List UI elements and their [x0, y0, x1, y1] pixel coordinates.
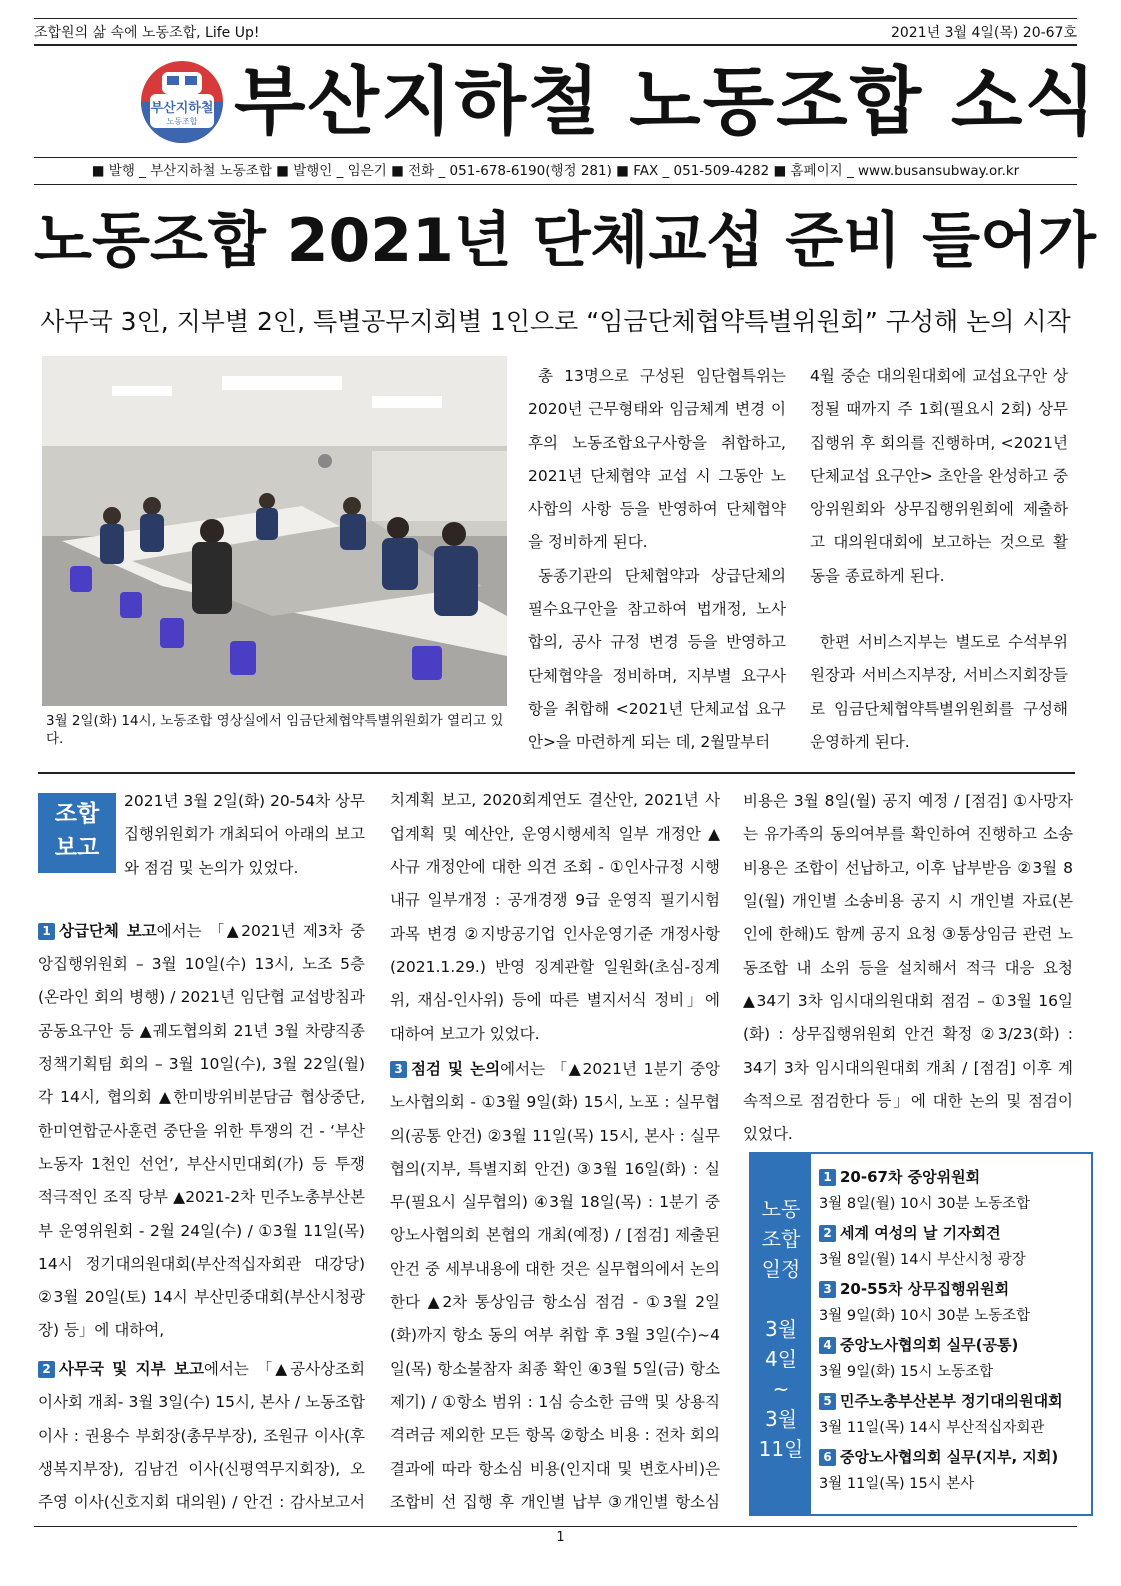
svg-text:노동조합: 노동조합 [166, 117, 198, 126]
schedule-number-badge: 3 [819, 1281, 836, 1298]
schedule-label-line3: 일정 [761, 1257, 801, 1281]
report-tag-line2: 보고 [54, 835, 100, 861]
section-title: 점검 및 논의 [411, 1060, 501, 1078]
schedule-title: 20-55차 상무집행위원회 [840, 1280, 1010, 1298]
schedule-item [819, 1276, 1087, 1330]
schedule-title: 20-67차 중앙위원회 [840, 1168, 981, 1186]
union-schedule-box [749, 1152, 1093, 1516]
schedule-label [751, 1154, 811, 1514]
schedule-range: 11일 [758, 1437, 804, 1461]
schedule-range: ~ [772, 1377, 790, 1401]
schedule-detail: 3월 8일(월) 14시 부산시청 광장 [819, 1252, 1026, 1268]
schedule-detail: 3월 11일(목) 14시 부산적십자회관 [819, 1420, 1045, 1436]
slogan: 조합원의 삶 속에 노동조합, Life Up! [34, 25, 260, 41]
subheadline: 사무국 3인, 지부별 2인, 특별공무지회별 1인으로 “임금단체협약특별위원회” 구성해 논의 시작 [40, 307, 1071, 336]
report-section-3-start [390, 1053, 720, 1519]
section-number-badge: 1 [38, 923, 55, 940]
report-intro: 2021년 3월 2일(화) 20-54차 상무집행위원회가 개최되어 아래의 보고와 점검 및 논의가 있었다. [124, 792, 365, 877]
section-body: 치계획 보고, 2020회계연도 결산안, 2021년 사업계획 및 예산안, 운영시행세칙 일부 개정안 ▲사규 개정안에 대한 의견 조회 - ①인사규정 시행내규 일부개정 : 공개경쟁 9급 운영직 필기시험 과목 변경 ②지방공기업 인사운영기준 개정사항(2021.1.29.) 반영 징계관할 일원화(초심-징계위, 재심-인사위) 등에 따른 별지서식 정비」에 대하여 보고가 있었다. [390, 791, 720, 1043]
schedule-item [819, 1388, 1087, 1442]
report-section-3-continued [743, 785, 1073, 1151]
svg-text:부산지하철: 부산지하철 [150, 101, 214, 116]
schedule-title: 중앙노사협의회 실무(지부, 지회) [840, 1448, 1059, 1466]
publication-info: ■ 발행 _ 부산지하철 노동조합 ■ 발행인 _ 임은기 ■ 전화 _ 051-678-6190(행정 281) ■ FAX _ 051-509-4282 ■ 홈페이지 _ www.busansubway.or.kr [91, 163, 1020, 179]
report-section-2-start [38, 1353, 365, 1519]
section-body: 에서는 「▲2021년 1분기 중앙노사협의회 - ①3월 9일(화) 15시, 노포 : 실무협의(공통 안건) ②3월 11일(목) 15시, 본사 : 실무협의(지부, 특별지회 안건) ③3월 16일(화) : 실무(필요시 실무협의) ④3월 18일(목) : 1분기 중앙노사협의회 본협의 개최(예정) / [점검] 제출된 안건 중 세부내용에 대한 것은 실무협의에서 논의한다 ▲2차 통상임금 항소심 점검 - ①3월 2일(화)까지 항소 동의 여부 취합 후 3월 3일(수)~4일(목) 항소불참자 최종 확인 ④3월 5일(금) 항소 제기) / ①항소 범위 : 1심 승소한 금액 및 상용직 격려금 제외한 모든 항목 ②항소 비용 : 전차 회의 결과에 따라 항소심 비용(인지대 및 변호사비)은 조합비 선 집행 후 개인별 납부 ③개인별 항소심 [390, 1060, 720, 1511]
schedule-number-badge: 2 [819, 1225, 836, 1242]
report-column-1 [38, 785, 365, 1348]
schedule-range: 3월 [764, 1407, 798, 1431]
headline: 노동조합 2021년 단체교섭 준비 들어가 [34, 206, 1096, 276]
schedule-title: 중앙노사협의회 실무(공통) [840, 1336, 1019, 1354]
schedule-range: 4일 [764, 1347, 798, 1371]
schedule-label-line1: 노동 [761, 1197, 801, 1221]
schedule-number-badge: 6 [819, 1449, 836, 1466]
article-paragraph: 한편 서비스지부는 별도로 수석부위원장과 서비스지부장, 서비스지회장들로 임금단체협약특별위원회를 구성해 운영하게 된다. [810, 633, 1068, 751]
schedule-title: 세계 여성의 날 기자회견 [840, 1224, 1001, 1242]
masthead [140, 56, 1098, 151]
pubinfo-rule-bottom [34, 184, 1077, 185]
schedule-item [819, 1332, 1087, 1386]
schedule-detail: 3월 9일(화) 15시 노동조합 [819, 1364, 994, 1380]
schedule-item [819, 1220, 1087, 1274]
masthead-rule-top [34, 44, 1077, 46]
schedule-number-badge: 5 [819, 1393, 836, 1410]
photo-caption: 3월 2일(화) 14시, 노동조합 영상실에서 임금단체협약특별위원회가 열리고 있다. [46, 713, 504, 747]
masthead-title: 부산지하철 노동조합 소식 [234, 59, 1098, 145]
issue-date: 2021년 3월 4일(목) 20-67호 [890, 25, 1077, 41]
section-body: 에서는 「▲2021년 제3차 중앙집행위원회 – 3월 10일(수) 13시, 노조 5층(온라인 회의 병행) / 2021년 임단협 교섭방침과 공동요구안 등 ▲궤도협의회 21년 3월 차량직종 정책기획팀 회의 – 3월 10일(수), 3월 22일(월) 각 14시, 협의회 ▲한미방위비분담금 협상중단, 한미연합군사훈련 중단을 위한 투쟁의 건 - ‘부산노동자 1천인 선언’, 부산시민대회(가) 등 투쟁 적극적인 조직 당부 ▲2021-2차 민주노총부산본부 운영위원회 - 2월 24일(수) / ①3월 11일(목) 14시 정기대의원대회(부산적십자회관 대강당) ②3월 20일(토) 14시 부산민중대회(부산시청광장) 등」에 대하여, [38, 921, 365, 1340]
section-title: 사무국 및 지부 보고 [59, 1360, 204, 1378]
schedule-item [819, 1164, 1087, 1218]
section-body: 비용은 3월 8일(월) 공지 예정 / [점검] ①사망자는 유가족의 동의여부를 확인하여 진행하고 소송비용은 조합이 선납하고, 이후 납부받음 ②3월 8일(월) 개인별 소송비용 공지 시 개인별 자료(본인에 한해)도 함께 공지 요청 ③통상임금 관련 노동조합 내 소위 등을 설치해서 적극 대응 요청 ▲34기 3차 임시대의원대회 점검 – ①3월 16일(화) : 상무집행위원회 안건 확정 ②3/23(화) : 34기 3차 임시대의원대회 개최 / [점검] 이후 계속적으로 점검한다 등」에 대한 논의 및 점검이 있었다. [743, 792, 1073, 1144]
schedule-detail: 3월 11일(목) 15시 본사 [819, 1476, 975, 1492]
article-column-1 [528, 360, 786, 760]
page-number: 1 [556, 1530, 565, 1545]
article-paragraph: 동종기관의 단체협약과 상급단체의 필수요구안을 참고하여 법개정, 노사합의, 공사 규정 변경 등을 반영하고 단체협약을 정비하며, 지부별 요구사항을 취합해 <2021년 단체교섭 요구안>을 마련하게 되는 데, 2월말부터 [528, 566, 786, 752]
schedule-title: 민주노총부산본부 정기대의원대회 [840, 1392, 1063, 1410]
report-section-2-continued [390, 785, 720, 1051]
schedule-item [819, 1444, 1087, 1498]
schedule-detail: 3월 9일(화) 10시 30분 노동조합 [819, 1308, 1031, 1324]
article-paragraph: 총 13명으로 구성된 임단협특위는 2020년 근무형태와 임금체계 변경 이후의 노동조합요구사항을 취합하고, 2021년 단체협약 교섭 시 그동안 노사합의 사항 등을 반영하여 단체협약을 정비하게 된다. [528, 367, 786, 552]
schedule-label-line2: 조합 [761, 1227, 801, 1251]
section-divider [38, 772, 1075, 774]
article-column-2 [810, 360, 1068, 759]
schedule-number-badge: 4 [819, 1337, 836, 1354]
top-bar [34, 18, 1077, 44]
section-number-badge: 2 [38, 1361, 55, 1378]
union-logo [140, 60, 224, 144]
section-number-badge: 3 [390, 1061, 407, 1078]
report-tag-line1: 조합 [54, 801, 100, 827]
schedule-detail: 3월 8일(월) 10시 30분 노동조합 [819, 1196, 1031, 1212]
schedule-number-badge: 1 [819, 1169, 836, 1186]
section-title: 상급단체 보고 [59, 921, 157, 940]
article-paragraph: 4월 중순 대의원대회에 교섭요구안 상정될 때까지 주 1회(필요시 2회) 상무집행위 후 회의를 진행하며, <2021년 단체교섭 요구안> 초안을 완성하고 중앙위원회와 상무집행위원회에 제출하고 대의원대회에 보고하는 것으로 활동을 종료하게 된다. [810, 367, 1068, 585]
pubinfo-rule-top [34, 157, 1077, 158]
meeting-photo [42, 356, 507, 706]
section-body: 에서는 「▲공사상조회 이사회 개최- 3월 3일(수) 15시, 본사 / 노동조합 이사 : 권용수 부회장(총무부장), 조원규 이사(후생복지부장), 김남건 이사(신평역무지회장), 오주영 이사(신호지회 대의원) / 안건 : 감사보고서 [38, 1360, 365, 1512]
schedule-range: 3월 [764, 1317, 798, 1341]
report-section-1 [38, 915, 365, 1348]
footer-rule [34, 1526, 1077, 1527]
